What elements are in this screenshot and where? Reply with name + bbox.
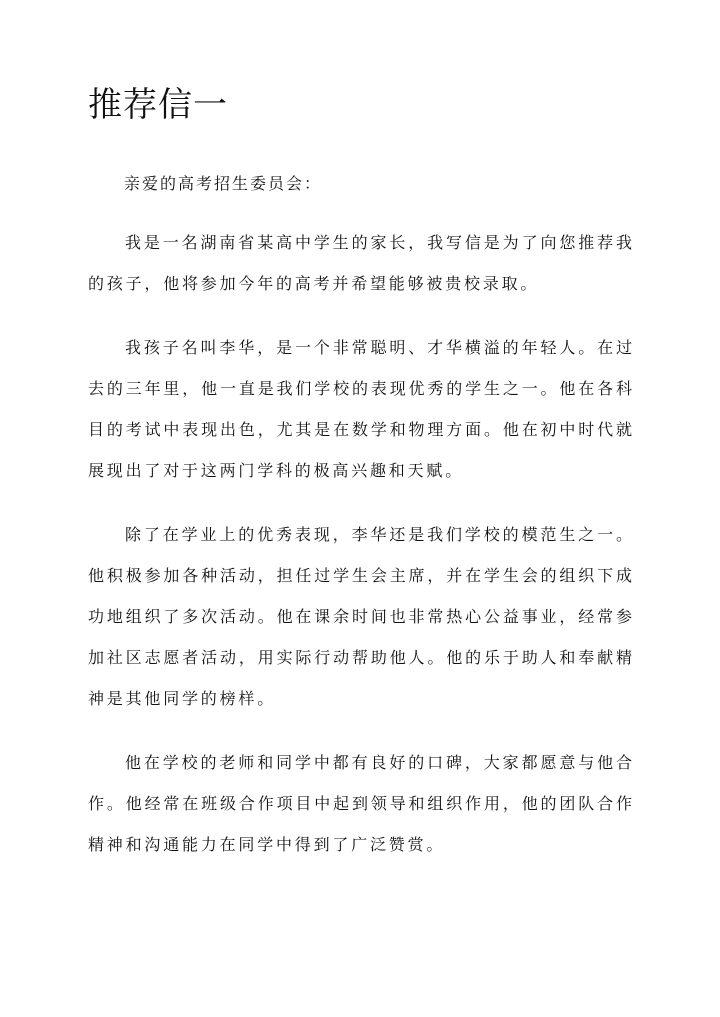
paragraph-2 [88, 327, 632, 491]
paragraph-4 [88, 742, 632, 865]
text-line: 我孩子名叫李华，是一个非常聪明、才华横溢的年轻人。在过 [125, 338, 632, 357]
greeting: 亲爱的高考招生委员会： [124, 174, 323, 193]
text-line: 精神和沟通能力在同学中得到了广泛赞赏。 [88, 835, 446, 854]
text-line: 他在学校的老师和同学中都有良好的口碑，大家都愿意与他合 [125, 753, 632, 772]
text-line: 功地组织了多次活动。他在课余时间也非常热心公益事业，经常参 [88, 607, 632, 626]
letter-body [88, 163, 632, 888]
text-line: 展现出了对于这两门学科的极高兴趣和天赋。 [88, 461, 465, 480]
text-line: 神是其他同学的榜样。 [88, 689, 277, 708]
document-title: 推荐信一 [88, 85, 228, 125]
paragraph-1 [88, 222, 632, 304]
text-line: 目的考试中表现出色，尤其是在数学和物理方面。他在初中时代就 [88, 420, 632, 439]
text-line: 的孩子，他将参加今年的高考并希望能够被贵校录取。 [88, 274, 540, 293]
text-line: 加社区志愿者活动，用实际行动帮助他人。他的乐于助人和奉献精 [88, 648, 632, 667]
text-line: 作。他经常在班级合作项目中起到领导和组织作用，他的团队合作 [88, 794, 632, 813]
paragraph-3 [88, 514, 632, 719]
text-line: 他积极参加各种活动，担任过学生会主席，并在学生会的组织下成 [88, 566, 632, 585]
text-line: 我是一名湖南省某高中学生的家长，我写信是为了向您推荐我 [125, 233, 632, 252]
text-line: 除了在学业上的优秀表现，李华还是我们学校的模范生之一。 [125, 525, 632, 544]
text-line: 去的三年里，他一直是我们学校的表现优秀的学生之一。他在各科 [88, 379, 632, 398]
